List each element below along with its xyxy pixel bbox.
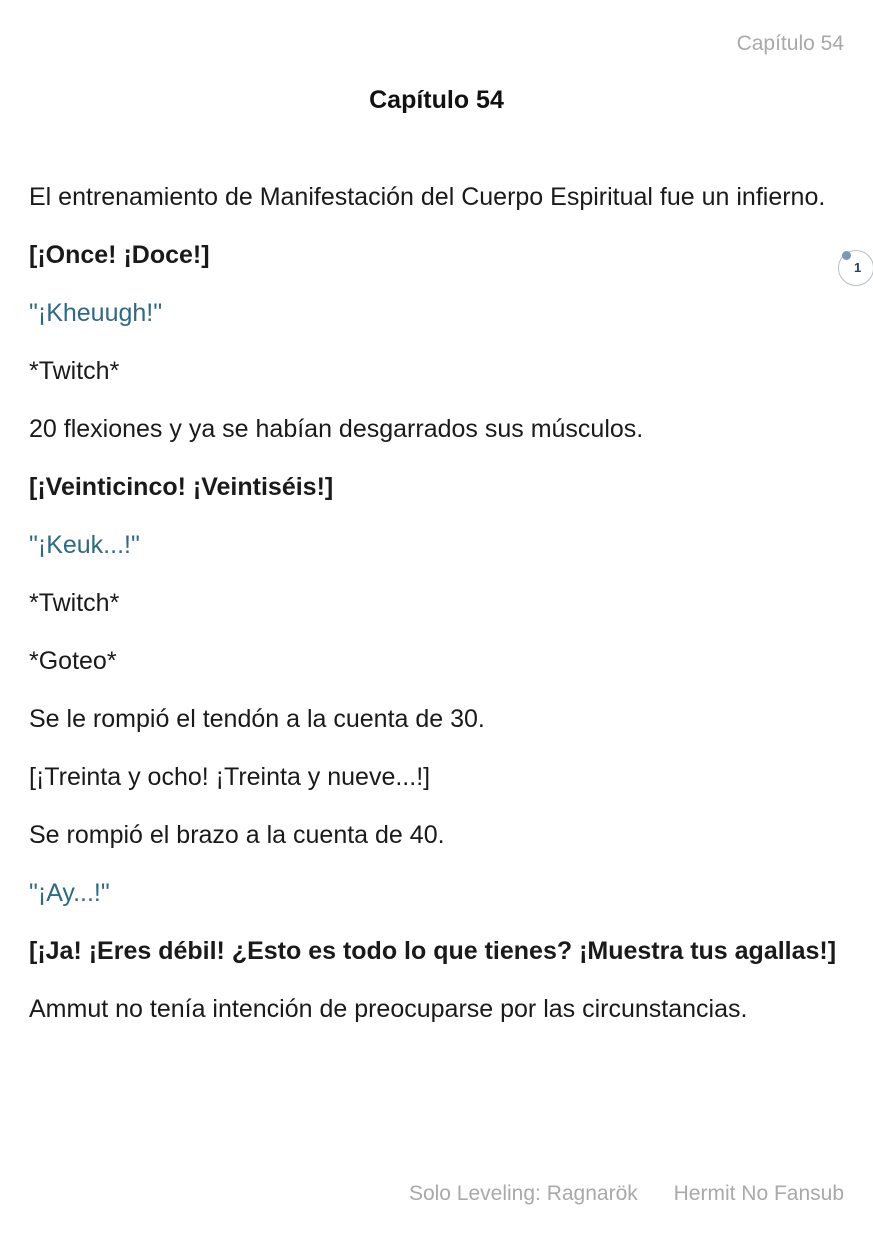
paragraph: *Goteo* (29, 647, 117, 675)
page-indicator-button[interactable] (838, 250, 873, 286)
paragraph: "¡Kheuugh!" (29, 299, 163, 327)
chapter-title: Capítulo 54 (369, 86, 504, 114)
paragraph: Se rompió el brazo a la cuenta de 40. (29, 821, 445, 849)
paragraph: [¡Once! ¡Doce!] (29, 241, 210, 269)
paragraph: El entrenamiento de Manifestación del Cuerpo Espiritual fue un infierno. (29, 183, 826, 211)
paragraph: [¡Ja! ¡Eres débil! ¿Esto es todo lo que tienes? ¡Muestra tus agallas!] (29, 937, 837, 965)
chapter-body (29, 176, 839, 1046)
paragraph: *Twitch* (29, 589, 120, 617)
paragraph: [¡Veinticinco! ¡Veintiséis!] (29, 473, 334, 501)
paragraph: "¡Ay...!" (29, 879, 110, 907)
running-header: Capítulo 54 (736, 32, 844, 55)
indicator-dot-icon (842, 251, 851, 260)
paragraph: 20 flexiones y ya se habían desgarrados sus músculos. (29, 415, 644, 443)
footer-book-title: Solo Leveling: Ragnarök (408, 1182, 638, 1205)
paragraph: "¡Keuk...!" (29, 531, 140, 559)
paragraph: Se le rompió el tendón a la cuenta de 30. (29, 705, 485, 733)
paragraph: Ammut no tenía intención de preocuparse por las circunstancias. (29, 995, 748, 1023)
footer (409, 1182, 844, 1206)
page-indicator-number: 1 (854, 260, 862, 275)
paragraph: [¡Treinta y ocho! ¡Treinta y nueve...!] (29, 763, 431, 791)
paragraph: *Twitch* (29, 357, 120, 385)
footer-translator: Hermit No Fansub (673, 1182, 844, 1205)
